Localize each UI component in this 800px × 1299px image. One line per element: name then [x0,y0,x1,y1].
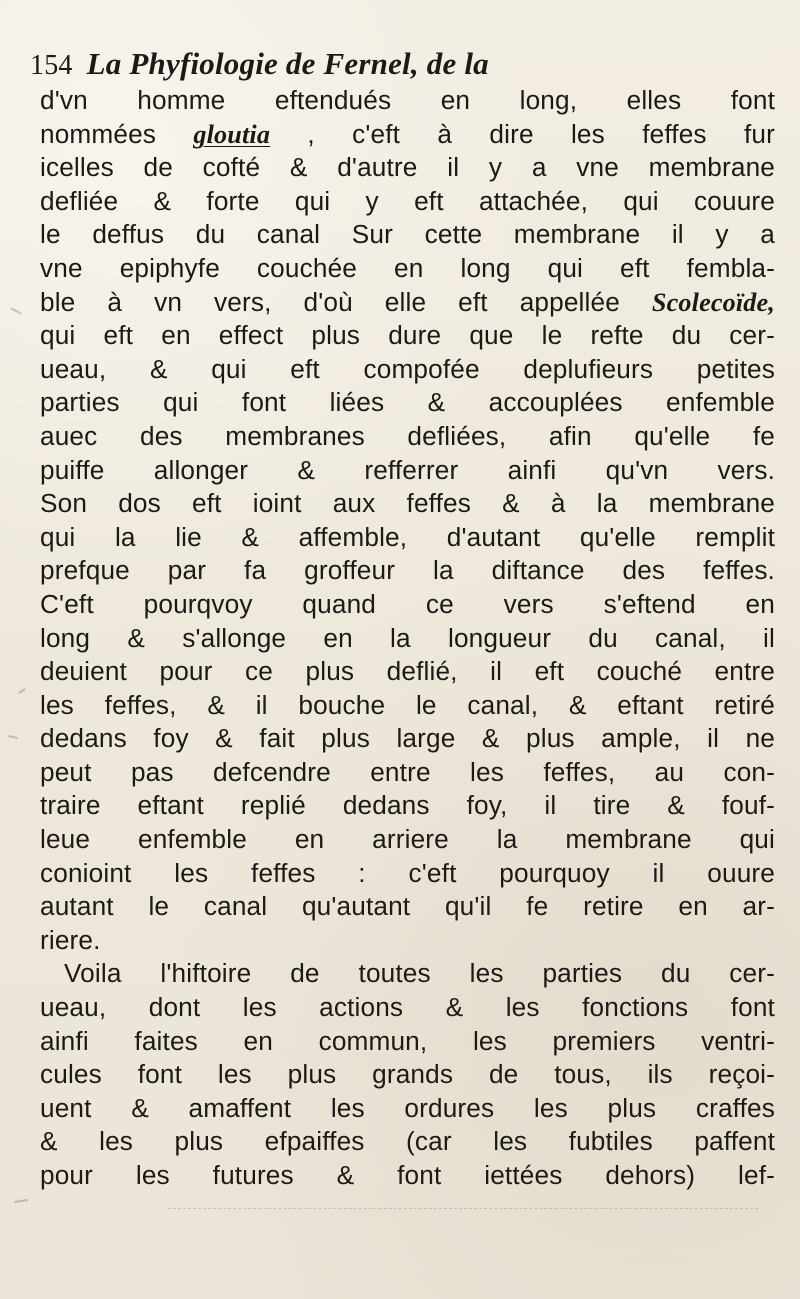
text-line: le deffus du canal Sur cette membrane il y a [40,219,775,250]
text-line: icelles de cofté & d'autre il y a vne membrane [40,152,775,183]
margin-mark [10,307,22,314]
margin-mark [8,735,18,739]
text-line: puiffe allonger & refferrer ainfi qu'vn vers. [40,454,775,485]
text-line: pour les futures & font iettées dehors) lef- [40,1160,775,1190]
text-line: prefque par fa groffeur la diftance des feffes. [40,555,775,586]
running-title [87,46,489,82]
text-line: dedans foy & fait plus large & plus ample, il ne [40,723,775,754]
running-title-main: Phyfiologie de [129,46,316,81]
text-line: Voila l'hiftoire de toutes les parties du cer- [64,958,775,989]
text-line: ainfi faites en commun, les premiers ventri- [40,1025,775,1056]
page-number: 154 [30,50,73,81]
running-title-prefix: La [86,46,122,81]
text-line: auec des membranes defliées, afin qu'elle fe [40,420,775,451]
text-line: riere. [40,924,101,955]
text-line: & les plus efpaiffes (car les fubtiles paffent [40,1126,775,1157]
margin-mark [18,688,26,694]
emphasized-term: gloutia [193,119,271,149]
text-line: ueau, dont les actions & les fonctions font [40,992,775,1023]
text-line: leue enfemble en arriere la membrane qui [40,824,775,855]
body-text [40,84,775,1193]
text-line: C'eft pourqvoy quand ce vers s'eftend en [40,588,775,619]
text-line: uent & amaffent les ordures les plus craffes [40,1092,775,1123]
running-title-name: Fernel, de la [323,46,489,81]
text-line: conioint les feffes : c'eft pourquoy il ouure [40,857,775,888]
emphasized-term: Scolecoïde, [651,287,775,317]
text-line: parties qui font liées & accouplées enfemble [40,387,775,418]
text-line: qui eft en effect plus dure que le refte du cer- [40,320,775,351]
text-line: long & s'allonge en la longueur du canal, il [40,622,775,653]
text-line: traire eftant replié dedans foy, il tire & fouf- [40,790,775,821]
text-line: deuient pour ce plus deflié, il eft couché entre [40,656,775,687]
margin-mark [14,1199,28,1203]
text-line: ble à vn vers, d'où elle eft appellée Scolecoïde, [40,286,775,317]
text-line: cules font les plus grands de tous, ils reçoi- [40,1059,775,1090]
text-line: peut pas defcendre entre les feffes, au con- [40,756,775,787]
text-line: d'vn homme eftendués en long, elles font [40,85,775,115]
text-line: les feffes, & il bouche le canal, & eftant retiré [40,689,775,720]
text-line: Son dos eft ioint aux feffes & à la membrane [40,488,775,519]
text-line: vne epiphyfe couchée en long qui eft fembla- [40,252,775,283]
text-line: ueau, & qui eft compofée deplufieurs petites [40,353,775,384]
bottom-ink-trace [168,1208,758,1217]
text-line: defliée & forte qui y eft attachée, qui couure [40,185,775,216]
text-line: nommées gloutia , c'eft à dire les feffes fur [40,118,775,149]
text-line: qui la lie & affemble, d'autant qu'elle remplit [40,521,775,552]
text-line: autant le canal qu'autant qu'il fe retire en ar- [40,891,775,922]
